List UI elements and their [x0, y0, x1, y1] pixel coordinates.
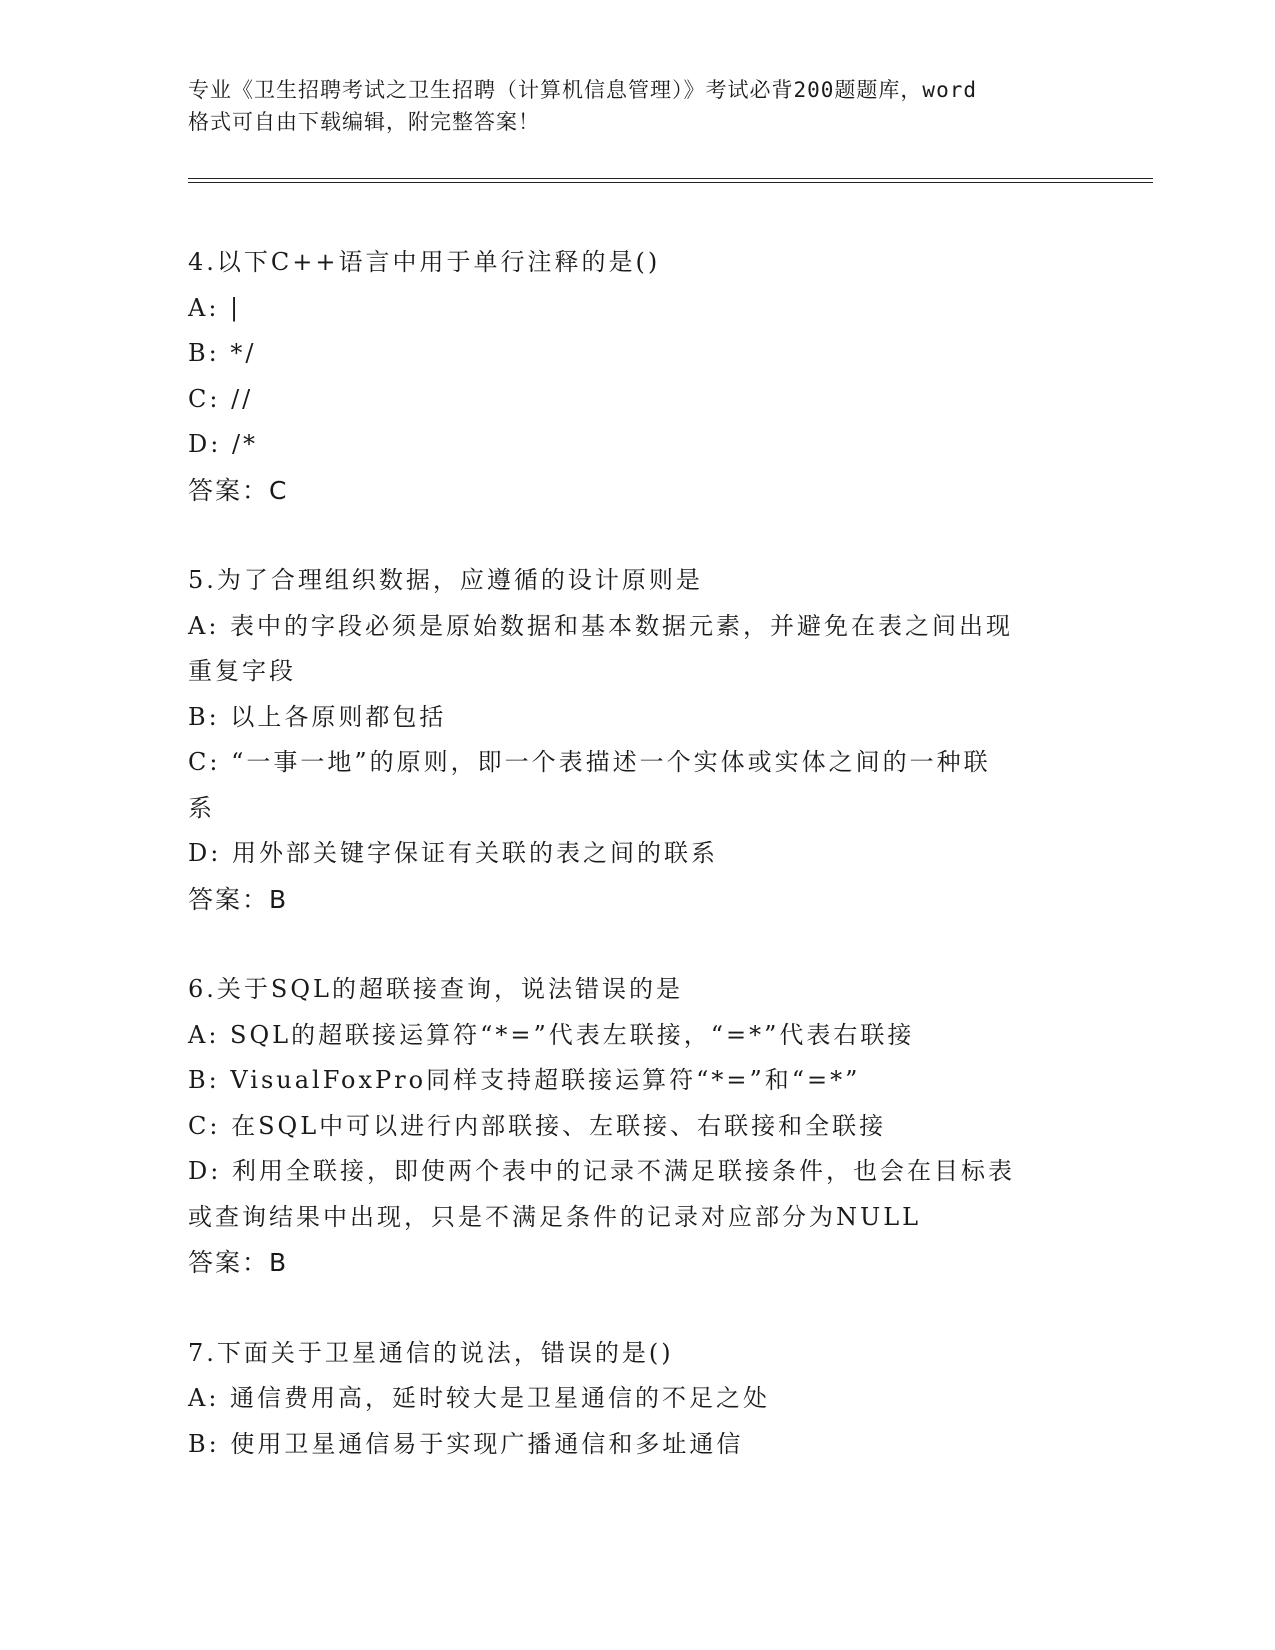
option-c: C: //	[188, 384, 254, 413]
question-5	[188, 558, 1088, 922]
option-c: C: 在SQL中可以进行内部联接、左联接、右联接和全联接	[188, 1111, 887, 1140]
option-a: A: SQL的超联接运算符“*=”代表左联接，“=*”代表右联接	[188, 1020, 915, 1049]
option-d: D: 用外部关键字保证有关联的表之间的联系	[188, 839, 718, 867]
option-c-continued: 系	[188, 793, 215, 822]
answer-line: 答案：C	[188, 475, 289, 505]
question-stem: 5.为了合理组织数据，应遵循的设计原则是	[188, 566, 703, 594]
option-a: A: |	[188, 293, 242, 322]
option-b: B: VisualFoxPro同样支持超联接运算符“*=”和“=*”	[188, 1066, 861, 1094]
option-a: A: 通信费用高，延时较大是卫星通信的不足之处	[188, 1384, 771, 1412]
answer-line: 答案：B	[188, 884, 289, 914]
question-stem: 4.以下C++语言中用于单行注释的是()	[188, 248, 661, 276]
option-d: D: /*	[188, 430, 259, 458]
question-stem: 7.下面关于卫星通信的说法，错误的是()	[188, 1338, 674, 1367]
option-b: B: 以上各原则都包括	[188, 702, 447, 731]
question-stem: 6.关于SQL的超联接查询，说法错误的是	[188, 975, 683, 1003]
option-b: B: 使用卫星通信易于实现广播通信和多址通信	[188, 1429, 744, 1458]
header-line-2: 格式可自由下载编辑，附完整答案！	[188, 110, 540, 134]
question-7	[188, 1331, 1088, 1468]
option-d-continued: 或查询结果中出现，只是不满足条件的记录对应部分为NULL	[188, 1202, 922, 1231]
header-divider	[188, 178, 1153, 183]
option-c: C: “一事一地”的原则，即一个表描述一个实体或实体之间的一种联	[188, 748, 991, 776]
header-line-1: 专业《卫生招聘考试之卫生招聘（计算机信息管理）》考试必背200题题库，word	[188, 78, 977, 102]
option-d: D: 利用全联接，即使两个表中的记录不满足联接条件，也会在目标表	[188, 1157, 1015, 1185]
option-a-continued: 重复字段	[188, 657, 296, 685]
question-4	[188, 240, 1088, 513]
question-list	[188, 240, 1088, 1467]
document-header	[188, 74, 1088, 138]
question-6	[188, 967, 1088, 1286]
option-a: A: 表中的字段必须是原始数据和基本数据元素，并避免在表之间出现	[188, 611, 1014, 640]
answer-line: 答案：B	[188, 1248, 289, 1277]
option-b: B: */	[188, 339, 257, 367]
